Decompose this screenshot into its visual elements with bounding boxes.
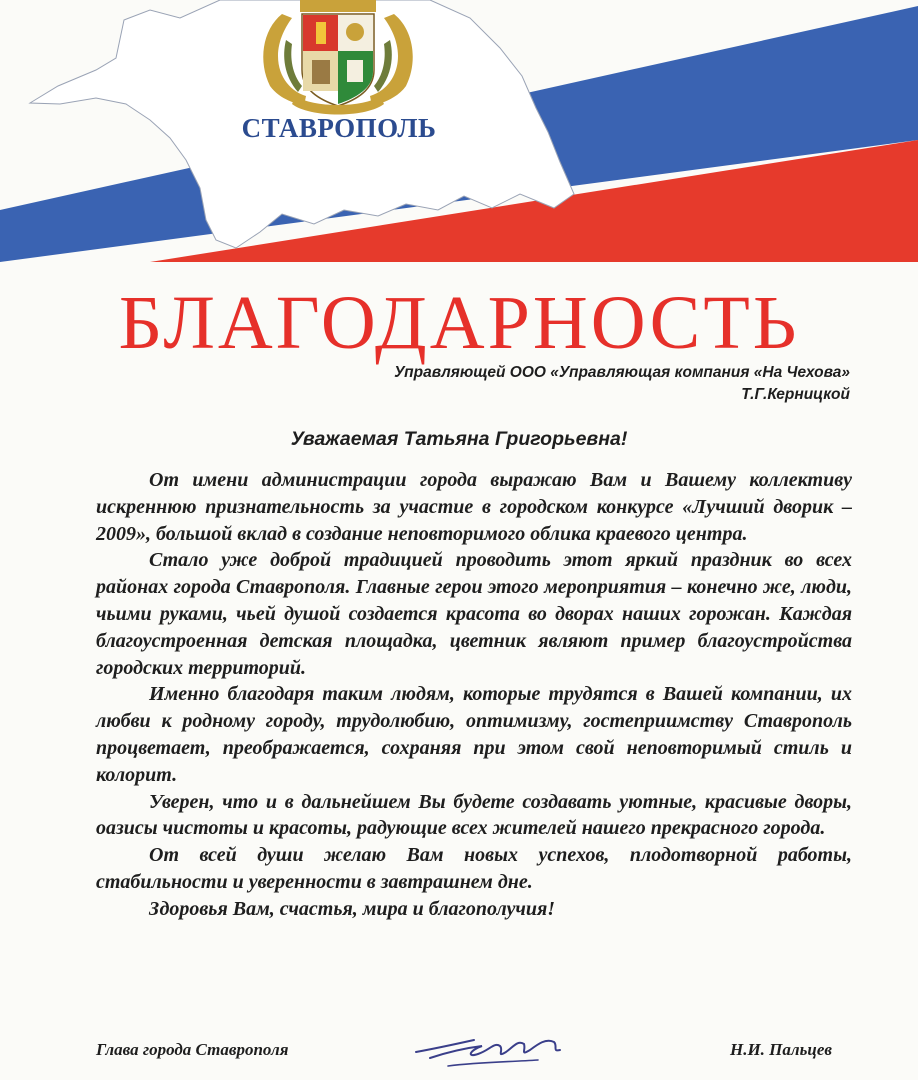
recipient-block xyxy=(394,362,850,406)
recipient-line-2: Т.Г.Керницкой xyxy=(741,386,850,403)
signer-name: Н.И. Пальцев xyxy=(729,1040,832,1059)
paragraph: Здоровья Вам, счастья, мира и благополучия! xyxy=(149,897,556,920)
letter-body xyxy=(96,467,852,923)
header-banner xyxy=(0,0,918,270)
paragraph: От имени администрации города выражаю Вам и Вашему коллективу искреннюю признательность за участие в городском конкурсе «Лучший дворик – 2009», большой вклад в создание неповторимого облика краевого центра. xyxy=(96,469,852,545)
paragraph: Стало уже доброй традицией проводить этот яркий праздник во всех районах города Ставрополя. Главные герои этого мероприятия – конечно же, люди, чьими руками, чьей душой создается красота во дворах наших горожан. Каждая благоустроенная детская площадка, цветник являют пример благоустройства городских территорий. xyxy=(96,549,852,679)
coat-of-arms-icon xyxy=(263,0,413,115)
city-name: СТАВРОПОЛЬ xyxy=(241,113,437,143)
paragraph: Именно благодаря таким людям, которые трудятся в Вашей компании, их любви к родному городу, трудолюбию, оптимизму, гостеприимству Ставрополь процветает, преображается, сохраняя при этом свой неповторимый стиль и колорит. xyxy=(96,683,852,786)
handwritten-signature-icon xyxy=(408,1022,568,1080)
document-title: БЛАГОДАРНОСТЬ xyxy=(118,281,800,365)
signature-title: Глава города Ставрополя xyxy=(96,1040,289,1059)
paragraph: Уверен, что и в дальнейшем Вы будете создавать уютные, красивые дворы, оазисы чистоты и красоты, радующие всех жителей нашего прекрасного города. xyxy=(96,790,852,840)
paragraph: От всей души желаю Вам новых успехов, плодотворной работы, стабильности и уверенности в завтрашнем дне. xyxy=(96,844,852,893)
greeting: Уважаемая Татьяна Григорьевна! xyxy=(290,428,628,450)
recipient-line-1: Управляющей ООО «Управляющая компания «На Чехова» xyxy=(394,364,850,381)
